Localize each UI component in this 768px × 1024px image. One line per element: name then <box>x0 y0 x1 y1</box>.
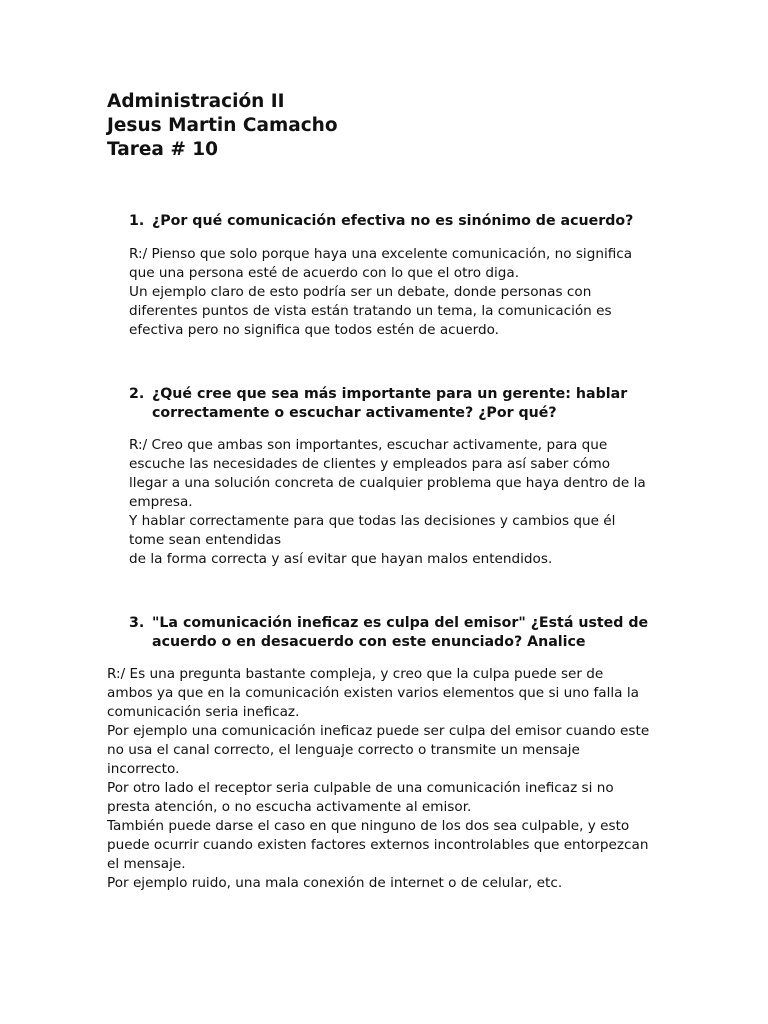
answer-line: incorrecto. <box>107 761 180 777</box>
answer-line: R:/ Pienso que solo porque haya una excelente comunicación, no significa <box>129 246 633 262</box>
answer-line: presta atención, o no escucha activamente al emisor. <box>107 799 472 815</box>
question-number: 1. <box>129 213 145 229</box>
answer-2 <box>129 436 646 569</box>
question-text-line: ¿Qué cree que sea más importante para un gerente: hablar <box>152 386 628 402</box>
answer-line: Por ejemplo ruido, una mala conexión de internet o de celular, etc. <box>107 875 563 891</box>
answer-line: puede ocurrir cuando existen factores externos incontrolables que entorpezcan <box>107 837 649 853</box>
course-title: Administración II <box>107 91 285 112</box>
question-number: 2. <box>129 386 145 402</box>
answer-line: el mensaje. <box>107 856 186 872</box>
answer-line: Y hablar correctamente para que todas las decisiones y cambios que él <box>129 513 616 529</box>
answer-line: tome sean entendidas <box>129 532 282 548</box>
answer-line: empresa. <box>129 494 193 510</box>
question-text-line: "La comunicación ineficaz es culpa del emisor" ¿Está usted de <box>152 615 649 631</box>
answer-line: R:/ Creo que ambas son importantes, escuchar activamente, para que <box>129 437 608 453</box>
answer-line: R:/ Es una pregunta bastante compleja, y creo que la culpa puede ser de <box>107 666 604 682</box>
answer-line: ambos ya que en la comunicación existen varios elementos que si uno falla la <box>107 685 639 701</box>
answer-line: diferentes puntos de vista están tratando un tema, la comunicación es <box>129 303 612 319</box>
answer-line: comunicación seria ineficaz. <box>107 704 300 720</box>
answer-line: que una persona esté de acuerdo con lo que el otro diga. <box>129 265 520 281</box>
answer-line: de la forma correcta y así evitar que hayan malos entendidos. <box>129 551 553 567</box>
answer-line: Por otro lado el receptor seria culpable de una comunicación ineficaz si no <box>107 780 614 796</box>
answer-line: Un ejemplo claro de esto podría ser un debate, donde personas con <box>129 284 592 300</box>
assignment-title: Tarea # 10 <box>107 139 218 160</box>
document-header <box>107 90 338 162</box>
answer-line: efectiva pero no significa que todos estén de acuerdo. <box>129 322 500 338</box>
question-text: ¿Por qué comunicación efectiva no es sinónimo de acuerdo? <box>152 213 634 229</box>
answer-line: escuche las necesidades de clientes y empleados para así saber cómo <box>129 456 611 472</box>
answer-line: Por ejemplo una comunicación ineficaz puede ser culpa del emisor cuando este <box>107 723 650 739</box>
answer-3 <box>107 665 649 893</box>
answer-line: También puede darse el caso en que ninguno de los dos sea culpable, y esto <box>107 818 630 834</box>
question-text-line: correctamente o escuchar activamente? ¿Por qué? <box>152 405 557 421</box>
question-text-line: acuerdo o en desacuerdo con este enunciado? Analice <box>152 634 586 650</box>
student-name: Jesus Martin Camacho <box>107 115 338 136</box>
answer-line: no usa el canal correcto, el lenguaje correcto o transmite un mensaje <box>107 742 580 758</box>
answer-1 <box>129 245 632 340</box>
answer-line: llegar a una solución concreta de cualquier problema que haya dentro de la <box>129 475 646 491</box>
question-number: 3. <box>129 615 145 631</box>
